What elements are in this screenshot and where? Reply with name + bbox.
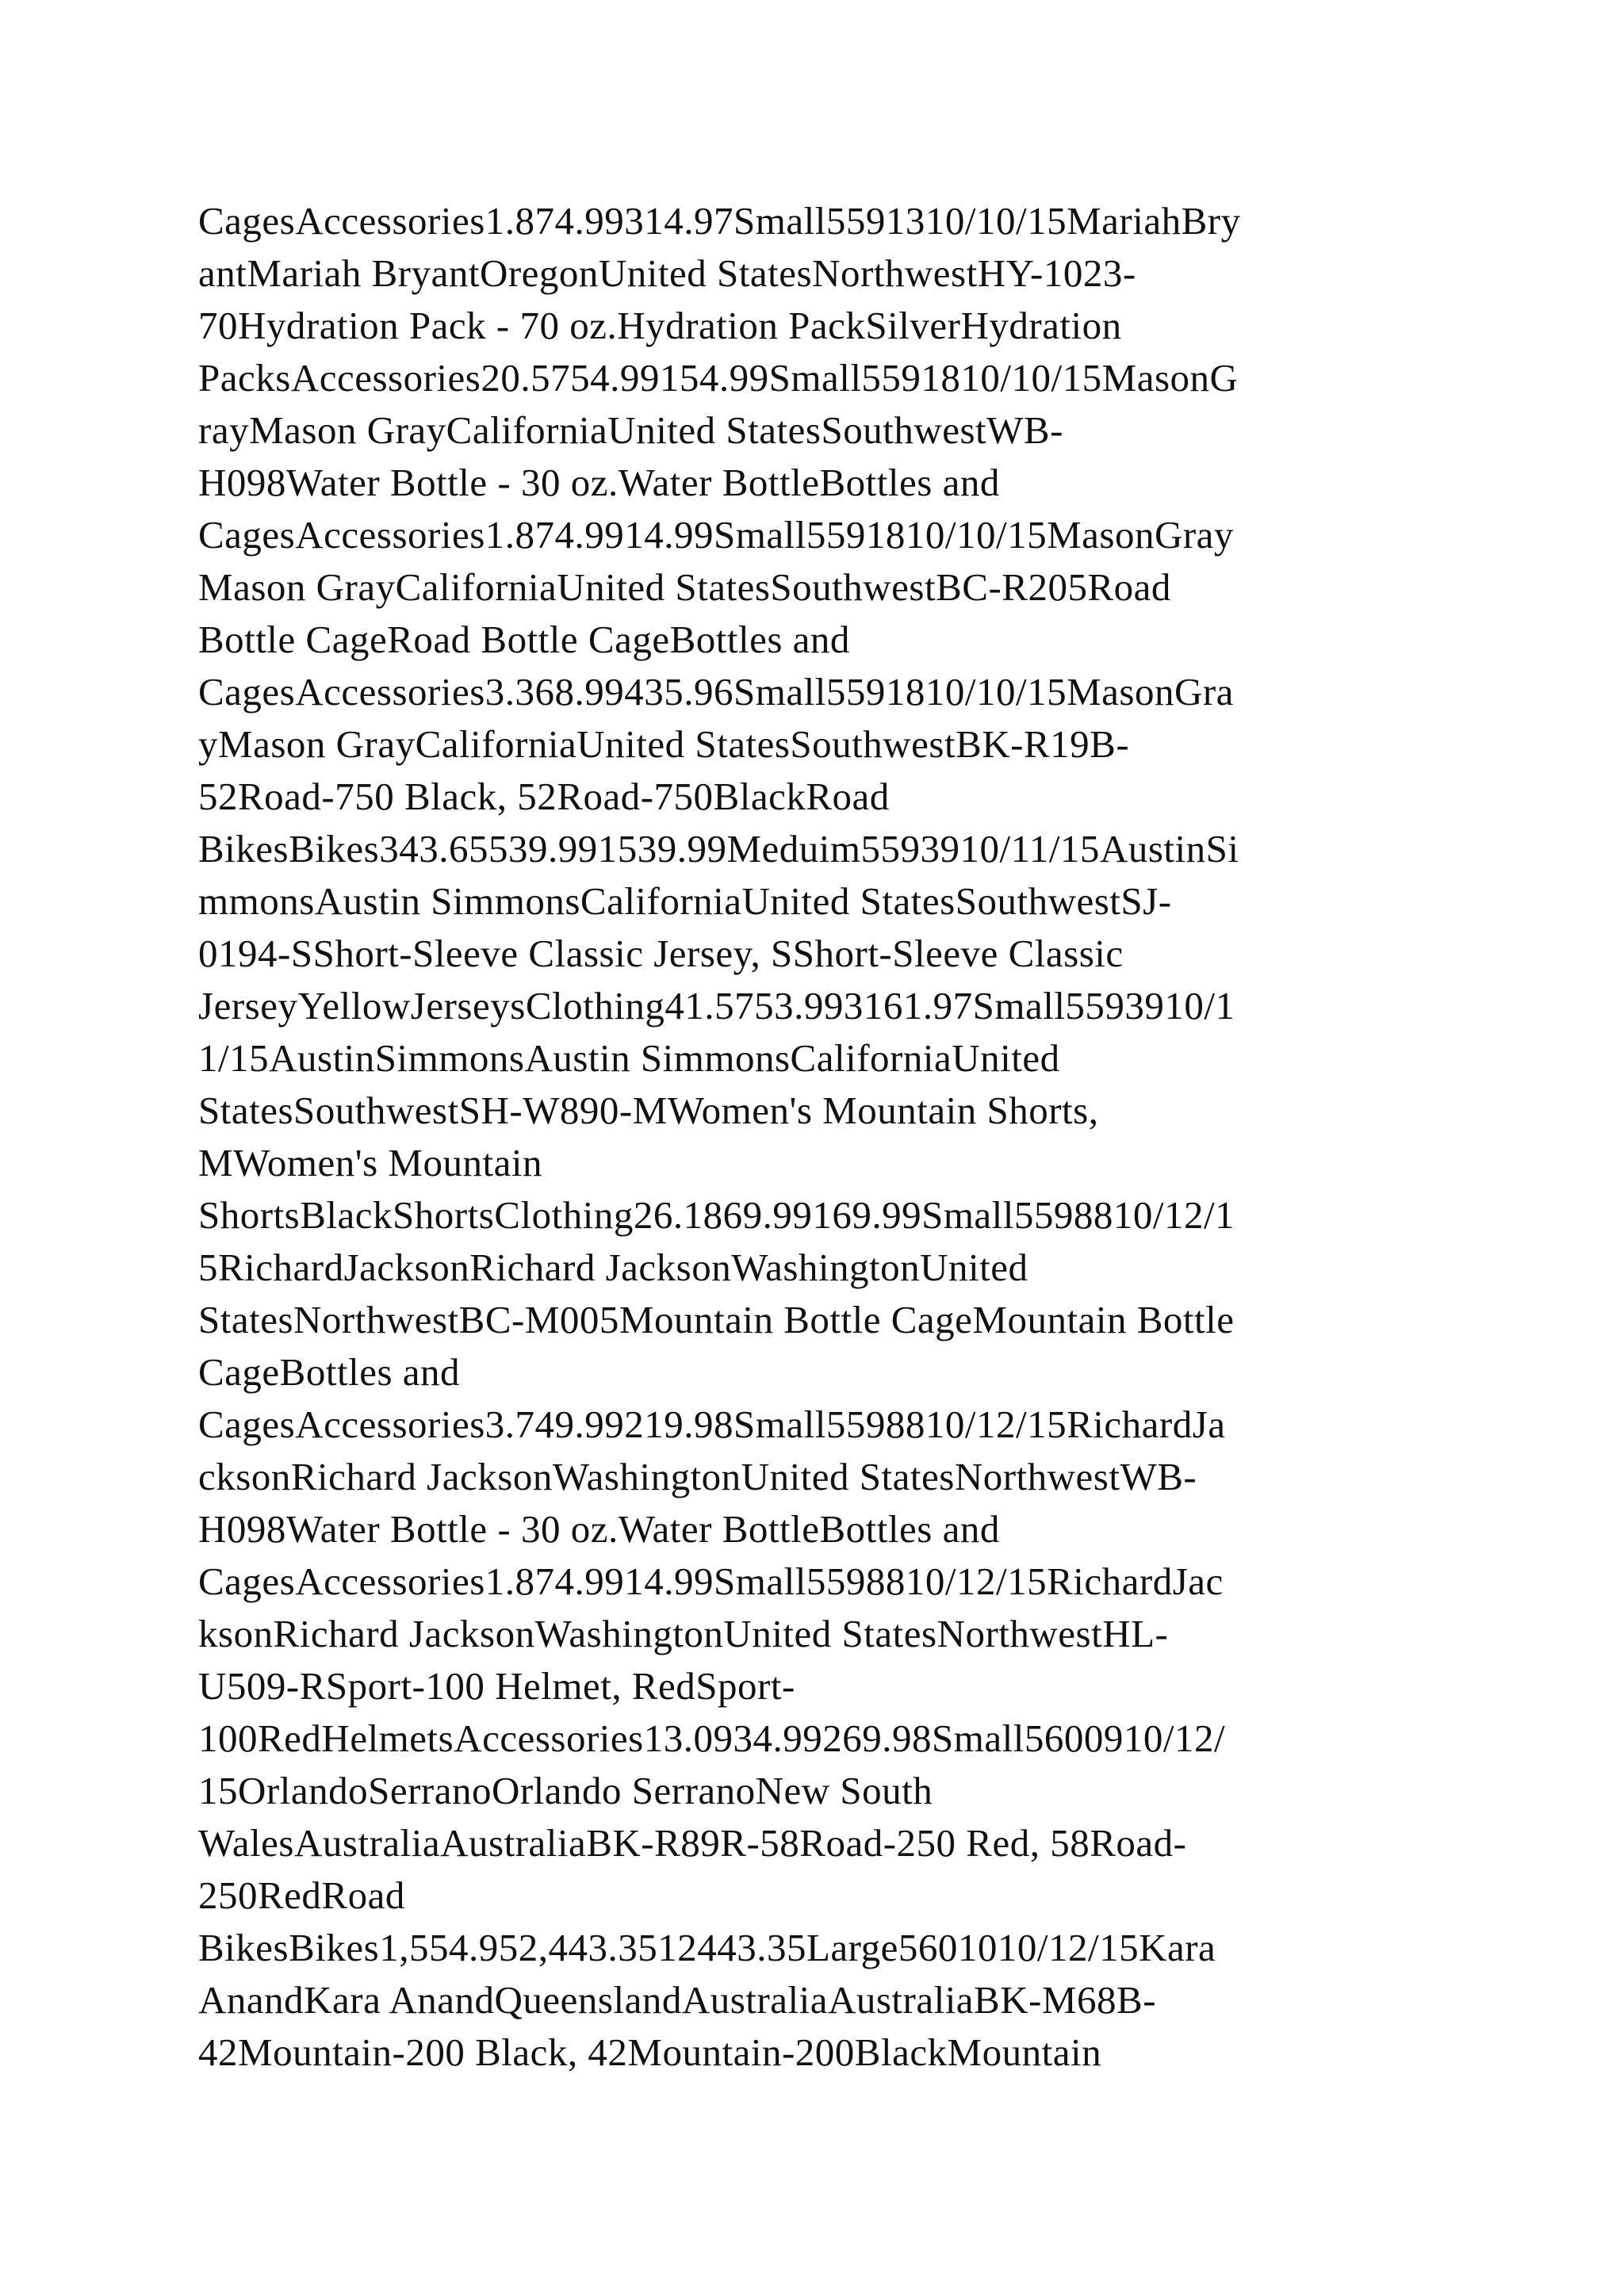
text-line: CagesAccessories3.368.99435.96Small5591810/10/15MasonGra <box>198 670 1234 714</box>
text-line: CageBottles and <box>198 1350 461 1394</box>
text-line: ShortsBlackShortsClothing26.1869.99169.99Small5598810/12/1 <box>198 1193 1235 1237</box>
text-line: H098Water Bottle - 30 oz.Water BottleBottles and <box>198 1507 1000 1551</box>
text-line: Bottle CageRoad Bottle CageBottles and <box>198 618 850 661</box>
text-line: yMason GrayCaliforniaUnited StatesSouthwestBK-R19B- <box>198 722 1130 766</box>
text-line: BikesBikes343.65539.991539.99Meduim5593910/11/15AustinSi <box>198 827 1239 871</box>
text-line: StatesNorthwestBC-M005Mountain Bottle CageMountain Bottle <box>198 1298 1235 1341</box>
text-line: U509-RSport-100 Helmet, RedSport- <box>198 1664 795 1708</box>
text-line: 5RichardJacksonRichard JacksonWashingtonUnited <box>198 1246 1028 1289</box>
text-line: rayMason GrayCaliforniaUnited StatesSouthwestWB- <box>198 408 1063 452</box>
text-line: StatesSouthwestSH-W890-MWomen's Mountain Shorts, <box>198 1089 1099 1132</box>
text-line: antMariah BryantOregonUnited StatesNorthwestHY-1023- <box>198 251 1136 295</box>
text-line: 52Road-750 Black, 52Road-750BlackRoad <box>198 775 890 818</box>
document-body <box>198 195 1435 2079</box>
text-line: 0194-SShort-Sleeve Classic Jersey, SShort-Sleeve Classic <box>198 932 1124 975</box>
text-line: Mason GrayCaliforniaUnited StatesSouthwestBC-R205Road <box>198 565 1171 609</box>
text-line: JerseyYellowJerseysClothing41.5753.993161.97Small5593910/1 <box>198 984 1235 1027</box>
text-line: cksonRichard JacksonWashingtonUnited StatesNorthwestWB- <box>198 1455 1197 1498</box>
text-line: AnandKara AnandQueenslandAustraliaAustraliaBK-M68B- <box>198 1978 1157 2022</box>
text-line: 70Hydration Pack - 70 oz.Hydration PackSilverHydration <box>198 304 1122 347</box>
text-line: WalesAustraliaAustraliaBK-R89R-58Road-250 Red, 58Road- <box>198 1821 1187 1865</box>
text-line: CagesAccessories3.749.99219.98Small5598810/12/15RichardJa <box>198 1402 1226 1446</box>
text-line: CagesAccessories1.874.9914.99Small5598810/12/15RichardJac <box>198 1559 1224 1603</box>
text-line: mmonsAustin SimmonsCaliforniaUnited StatesSouthwestSJ- <box>198 879 1172 923</box>
text-line: MWomen's Mountain <box>198 1141 542 1184</box>
text-line: 1/15AustinSimmonsAustin SimmonsCaliforniaUnited <box>198 1036 1060 1080</box>
text-line: ksonRichard JacksonWashingtonUnited StatesNorthwestHL- <box>198 1612 1169 1655</box>
text-line: CagesAccessories1.874.99314.97Small5591310/10/15MariahBry <box>198 199 1241 243</box>
text-line: BikesBikes1,554.952,443.3512443.35Large5601010/12/15Kara <box>198 1926 1216 1969</box>
text-line: H098Water Bottle - 30 oz.Water BottleBottles and <box>198 461 1000 504</box>
text-line: 42Mountain-200 Black, 42Mountain-200BlackMountain <box>198 2030 1102 2074</box>
text-line: 15OrlandoSerranoOrlando SerranoNew South <box>198 1769 933 1812</box>
text-line: PacksAccessories20.5754.99154.99Small5591810/10/15MasonG <box>198 356 1239 400</box>
text-line: 100RedHelmetsAccessories13.0934.99269.98Small5600910/12/ <box>198 1716 1226 1760</box>
text-line: 250RedRoad <box>198 1873 405 1917</box>
text-line: CagesAccessories1.874.9914.99Small5591810/10/15MasonGray <box>198 513 1234 557</box>
